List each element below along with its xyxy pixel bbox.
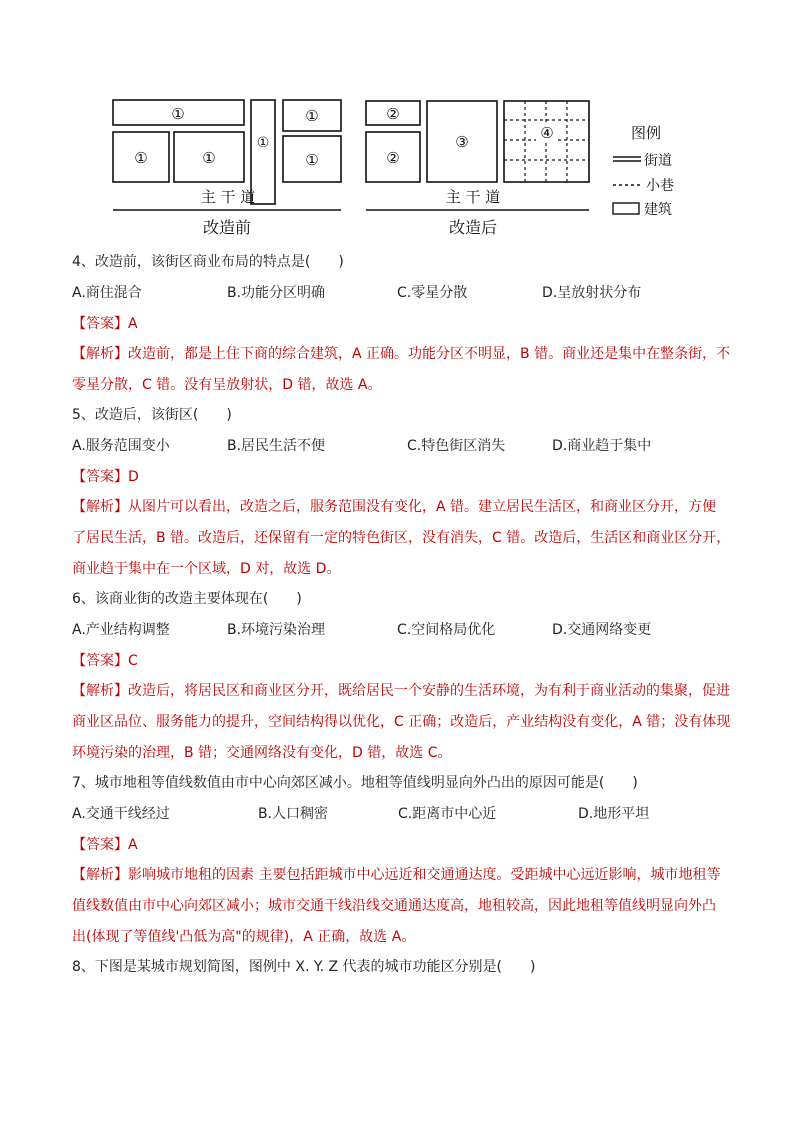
building-label: ①: [256, 135, 270, 151]
answer-value: A: [128, 316, 138, 332]
explanation-tag: 【解析】: [72, 683, 128, 699]
option-c: C.零星分散: [397, 285, 468, 301]
question-stem: 6、该商业街的改造主要体现在( ): [72, 591, 302, 607]
building-label: ①: [202, 149, 216, 167]
explanation-line: 值线数值由市中心向郊区减小；城市交通干线沿线交通通达度高，地租较高，因此地租等值线明显向外凸: [72, 898, 716, 914]
question-block: [72, 773, 732, 953]
explanation-tag: 【解析】: [72, 867, 128, 883]
explanation-line: 改造后，将居民区和商业区分开，既给居民一个安静的生活环境，为有利于商业活动的集聚，促进: [128, 683, 730, 699]
building-label: ①: [305, 107, 319, 125]
answer-value: A: [128, 837, 138, 853]
question-stem: 8、下图是某城市规划简图，图例中 X. Y. Z 代表的城市功能区分别是( ): [72, 959, 536, 975]
after-caption: 改造后: [448, 218, 498, 237]
question-block: [72, 252, 732, 401]
option-c: C.空间格局优化: [397, 622, 496, 638]
building-symbol: [613, 203, 639, 214]
answer-value: C: [128, 653, 138, 669]
answer-line: [72, 314, 732, 334]
building-label: ①: [171, 105, 185, 123]
explanation-line: 商业趋于集中在一个区域，D 对，故选 D。: [72, 561, 341, 577]
building-label: ④: [540, 124, 554, 142]
building-label: ①: [305, 151, 319, 169]
question-stem: 4、改造前，该街区商业布局的特点是( ): [72, 254, 344, 270]
answer-tag: 【答案】: [72, 837, 128, 853]
building-label: ①: [134, 149, 148, 167]
option-c: C.距离市中心近: [398, 806, 497, 822]
option-b: B.功能分区明确: [227, 285, 326, 301]
option-d: D.商业趋于集中: [552, 438, 652, 454]
explanation: [72, 492, 732, 585]
building-label: ②: [386, 149, 400, 167]
explanation-line: 出(体现了等值线'凸低为高"的规律)，A 正确，故选 A。: [72, 929, 416, 945]
renovation-diagram: [100, 90, 700, 240]
explanation: [72, 676, 732, 769]
question-stem: 7、城市地租等值线数值由市中心向郊区减小。地租等值线明显向外凸出的原因可能是( ): [72, 775, 638, 791]
answer-line: [72, 835, 732, 855]
explanation-line: 影响城市地租的因素 主要包括距城市中心远近和交通通达度。受距城中心远近影响，城市地租等: [128, 867, 721, 883]
legend-street-label: 街道: [644, 153, 672, 169]
legend-building-label: 建筑: [644, 202, 672, 218]
option-b: B.环境污染治理: [227, 622, 326, 638]
explanation-line: 零星分散，C 错。没有呈放射状，D 错，故选 A。: [72, 377, 382, 393]
before-caption: 改造前: [202, 218, 252, 237]
explanation: [72, 339, 732, 401]
explanation-line: 改造前，都是上住下商的综合建筑，A 正确。功能分区不明显，B 错。商业还是集中在整条街，不: [128, 346, 731, 362]
option-d: D.交通网络变更: [552, 622, 652, 638]
option-b: B.居民生活不便: [227, 438, 326, 454]
answer-tag: 【答案】: [72, 469, 128, 485]
question-block: [72, 405, 732, 585]
option-a: A.服务范围变小: [72, 438, 170, 454]
building-label: ③: [455, 133, 469, 151]
option-a: A.产业结构调整: [72, 622, 170, 638]
main-road-label: 主 干 道: [200, 188, 256, 206]
explanation: [72, 860, 732, 953]
main-road-label: 主 干 道: [445, 188, 501, 206]
answer-line: [72, 467, 732, 487]
option-a: A.商住混合: [72, 285, 142, 301]
answer-tag: 【答案】: [72, 653, 128, 669]
explanation-tag: 【解析】: [72, 499, 128, 515]
legend: [613, 124, 674, 218]
answer-value: D: [128, 469, 139, 485]
building-label: ②: [386, 105, 400, 123]
option-a: A.交通干线经过: [72, 806, 170, 822]
street-renovation-figure: [100, 90, 700, 240]
explanation-line: 从图片可以看出，改造之后，服务范围没有变化，A 错。建立居民生活区，和商业区分开，方便: [128, 499, 717, 515]
explanation-line: 商业区品位、服务能力的提升，空间结构得以优化，C 正确；改造后，产业结构没有变化，A 错；没有体现: [72, 714, 731, 730]
explanation-line: 环境污染的治理，B 错；交通网络没有变化，D 错，故选 C。: [72, 745, 452, 761]
question-block: [72, 589, 732, 769]
option-d: D.呈放射状分布: [542, 285, 642, 301]
answer-line: [72, 651, 732, 671]
question-list: [72, 248, 732, 977]
options-row: [72, 620, 732, 640]
options-row: [72, 804, 732, 824]
legend-alley-label: 小巷: [646, 178, 674, 194]
explanation-tag: 【解析】: [72, 346, 128, 362]
explanation-line: 了居民生活，B 错。改造后，还保留有一定的特色街区，没有消失，C 错。改造后，生活区和商业区分开，: [72, 530, 731, 546]
legend-title: 图例: [630, 124, 662, 142]
option-b: B.人口稠密: [258, 806, 329, 822]
options-row: [72, 436, 732, 456]
option-c: C.特色街区消失: [407, 438, 506, 454]
options-row: [72, 283, 732, 303]
question-stem: 5、改造后，该街区( ): [72, 407, 232, 423]
option-d: D.地形平坦: [578, 806, 650, 822]
answer-tag: 【答案】: [72, 316, 128, 332]
